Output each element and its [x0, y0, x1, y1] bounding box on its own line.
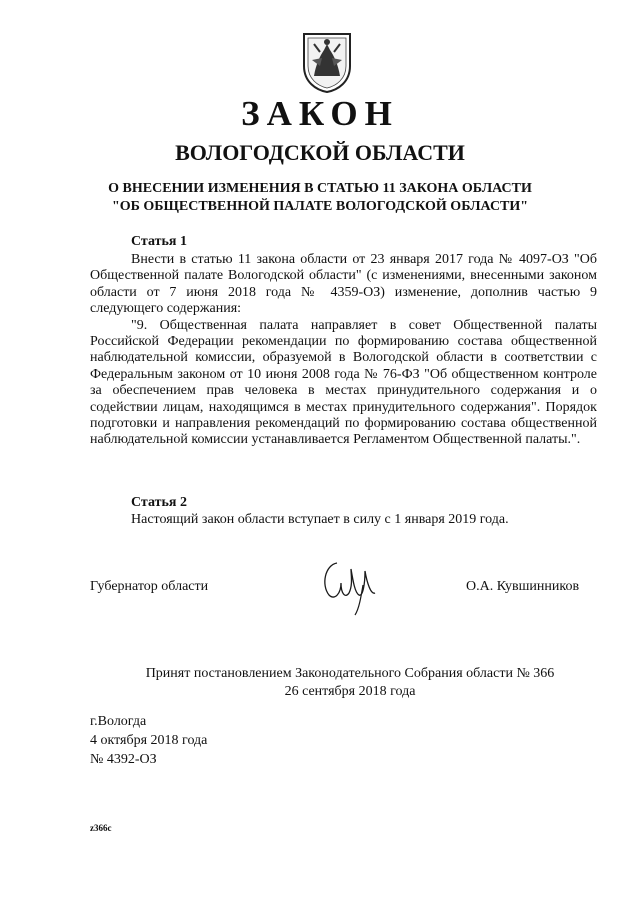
article-2-body: [90, 512, 597, 528]
law-title: ЗАКОН: [241, 94, 399, 133]
article-1-paragraph-1: Внести в статью 11 закона области от 23 января 2017 года № 4097-ОЗ "Об Общественной палате Вологодской области" (с изменениями, внесенными законом области от 7 июня 2018 года № 4359-ОЗ) изменение, дополнив частью 9 следующего содержания:: [90, 252, 597, 317]
coat-of-arms-icon: [300, 30, 354, 94]
adoption-line-1: Принят постановлением Законодательного Собрания области № 366: [145, 666, 555, 681]
signer-name: О.А. Кувшинников: [466, 579, 580, 594]
subtitle-line-1: О ВНЕСЕНИИ ИЗМЕНЕНИЯ В СТАТЬЮ 11 ЗАКОНА ОБЛАСТИ: [108, 181, 532, 196]
article-1-body: [90, 252, 597, 449]
city: г.Вологда: [90, 714, 147, 729]
article-1-heading: Статья 1: [131, 234, 187, 249]
adoption-line-2: 26 сентября 2018 года: [284, 684, 416, 699]
signer-position: Губернатор области: [90, 579, 209, 594]
law-date: 4 октября 2018 года: [90, 733, 208, 748]
region-title: ВОЛОГОДСКОЙ ОБЛАСТИ: [175, 140, 465, 165]
place-date-number: [90, 712, 207, 769]
adoption-note: [100, 665, 600, 701]
article-2-paragraph-1: Настоящий закон области вступает в силу с 1 января 2019 года.: [131, 512, 509, 527]
document-code: z366c: [90, 823, 112, 833]
law-number: № 4392-ОЗ: [90, 752, 157, 767]
law-subtitle: [0, 180, 640, 216]
article-1-paragraph-2: "9. Общественная палата направляет в совет Общественной палаты Российской Федерации рекомендации по формированию состава общественной наблюдательной комиссии, образуемой в Вологодской области в соответствии с Федеральным законом от 10 июня 2008 года № 76-ФЗ "Об общественном контроле за обеспечением прав человека в местах принудительного содержания и о содействии лицам, находящимся в местах принудительного содержания". Порядок подготовки и направления рекомендаций по формированию состава общественной наблюдательной комиссии устанавливается Регламентом Общественной палаты.".: [90, 317, 597, 448]
subtitle-line-2: "ОБ ОБЩЕСТВЕННОЙ ПАЛАТЕ ВОЛОГОДСКОЙ ОБЛАСТИ": [111, 199, 529, 214]
handwritten-signature: [315, 555, 385, 617]
article-2-heading: Статья 2: [131, 495, 187, 510]
